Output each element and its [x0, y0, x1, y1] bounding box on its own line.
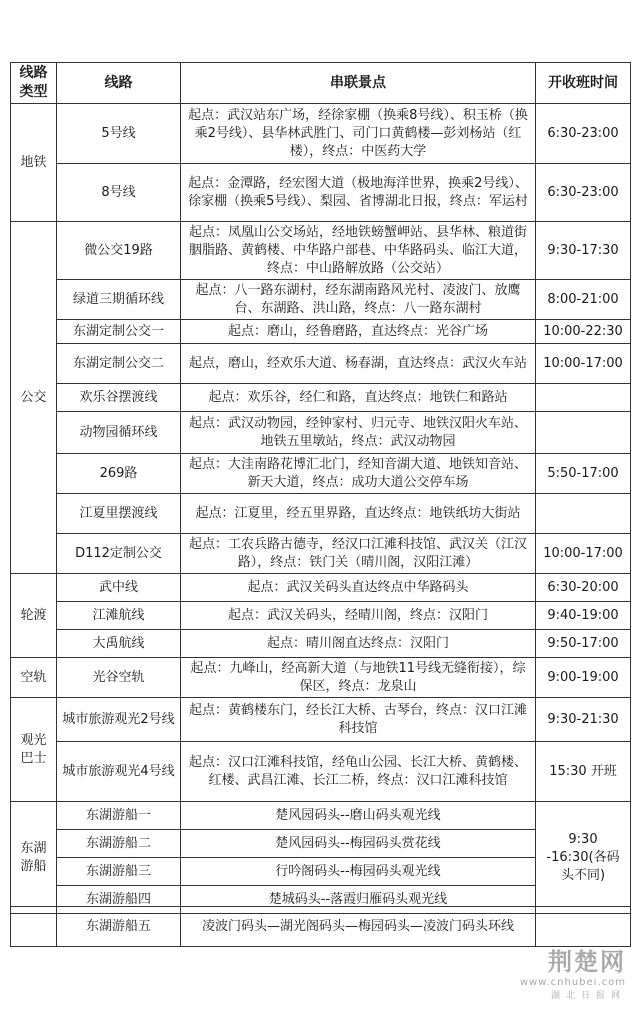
- empty-cell: [11, 907, 57, 947]
- cruise5-table: [10, 906, 631, 947]
- route-attractions: 起点：大洼南路花博汇北门，经知音湖大道、地铁知音站、新天大道，终点：成功大道公交停车场: [181, 454, 536, 494]
- header-route: 线路: [57, 63, 181, 104]
- route-hours: [536, 384, 631, 412]
- route-name: 武中线: [57, 574, 181, 602]
- route-hours: 6:30-23:00: [536, 104, 631, 164]
- route-attractions: 楚城码头--落霞归雁码头观光线: [181, 886, 536, 914]
- route-hours: 10:00-17:00: [536, 534, 631, 574]
- route-name: 城市旅游观光4号线: [57, 742, 181, 802]
- cruise-hours: 9:30 -16:30(各码头不同): [536, 802, 631, 914]
- route-name: 江夏里摆渡线: [57, 494, 181, 534]
- route-name: D112定制公交: [57, 534, 181, 574]
- header-type: 线路类型: [11, 63, 57, 104]
- watermark-logo: 荆楚网: [548, 947, 626, 976]
- route-attractions: 起点：磨山，经鲁磨路，直达终点：光谷广场: [181, 320, 536, 344]
- route-name: 微公交19路: [57, 222, 181, 280]
- route-hours: 8:00-21:00: [536, 280, 631, 320]
- route-hours: [536, 412, 631, 454]
- route-attractions: 起点：汉口江滩科技馆，经龟山公园、长江大桥、黄鹤楼、红楼、武昌江滩、长江二桥，终点：汉口江滩科技馆: [181, 742, 536, 802]
- route-name: 光谷空轨: [57, 658, 181, 698]
- type-bus: 公交: [11, 222, 57, 574]
- table-row: [11, 742, 631, 802]
- route-attractions: 起点，磨山，经欢乐大道、杨春湖，直达终点：武汉火车站: [181, 344, 536, 384]
- route-attractions: 行吟阁码头--梅园码头观光线: [181, 858, 536, 886]
- route-attractions: 起点：工农兵路古德寺，经汉口江滩科技馆、武汉关（江汉路），终点：铁门关（晴川阁，汉阳江滩）: [181, 534, 536, 574]
- routes-table: [10, 62, 631, 914]
- table-row: [11, 698, 631, 742]
- route-attractions: 起点：黄鹤楼东门，经长江大桥、古琴台，终点：汉口江滩科技馆: [181, 698, 536, 742]
- route-attractions: 起点：武汉关码头，经晴川阁，终点：汉阳门: [181, 602, 536, 630]
- table-row: [11, 454, 631, 494]
- route-name: 大禹航线: [57, 630, 181, 658]
- table-row: [11, 534, 631, 574]
- route-name: 欢乐谷摆渡线: [57, 384, 181, 412]
- table-row: [11, 222, 631, 280]
- route-name: 东湖游船三: [57, 858, 181, 886]
- route-name: 江滩航线: [57, 602, 181, 630]
- route-attractions: 起点：金潭路，经宏图大道（极地海洋世界，换乘2号线）、徐家棚（换乘5号线）、梨园、省博湖北日报，终点：军运村: [181, 164, 536, 222]
- table-row: [11, 907, 631, 947]
- table-row: [11, 320, 631, 344]
- route-attractions: 楚风园码头--梅园码头赏花线: [181, 830, 536, 858]
- route-hours: 6:30-23:00: [536, 164, 631, 222]
- type-ferry: 轮渡: [11, 574, 57, 658]
- route-name: 绿道三期循环线: [57, 280, 181, 320]
- table-row: [11, 164, 631, 222]
- route-attractions: 起点：欢乐谷，经仁和路，直达终点：地铁仁和路站: [181, 384, 536, 412]
- header-hours: 开收班时间: [536, 63, 631, 104]
- table-row: [11, 802, 631, 830]
- route-attractions: 楚风园码头--磨山码头观光线: [181, 802, 536, 830]
- route-hours: 9:00-19:00: [536, 658, 631, 698]
- route-name: 东湖游船四: [57, 886, 181, 914]
- route-hours: 9:50-17:00: [536, 630, 631, 658]
- route-name: 东湖定制公交二: [57, 344, 181, 384]
- route-name: 269路: [57, 454, 181, 494]
- route-attractions: 凌波门码头—湖光阁码头—梅园码头—凌波门码头环线: [181, 907, 536, 947]
- table-row: [11, 630, 631, 658]
- route-name: 动物园循环线: [57, 412, 181, 454]
- watermark: [520, 942, 626, 1001]
- table-row: [11, 104, 631, 164]
- route-hours: 6:30-20:00: [536, 574, 631, 602]
- empty-cell: [536, 907, 631, 947]
- route-attractions: 起点：武汉关码头直达终点中华路码头: [181, 574, 536, 602]
- type-rail: 空轨: [11, 658, 57, 698]
- route-attractions: 起点：晴川阁直达终点：汉阳门: [181, 630, 536, 658]
- route-hours: 15:30 开班: [536, 742, 631, 802]
- route-name: 东湖游船二: [57, 830, 181, 858]
- route-hours: 10:00-22:30: [536, 320, 631, 344]
- route-attractions: 起点：江夏里，经五里界路，直达终点：地铁纸坊大街站: [181, 494, 536, 534]
- table-row: [11, 384, 631, 412]
- route-hours: 9:30-17:30: [536, 222, 631, 280]
- table-row: [11, 574, 631, 602]
- table-row: [11, 658, 631, 698]
- route-name: 城市旅游观光2号线: [57, 698, 181, 742]
- route-attractions: 起点：武汉站东广场，经徐家棚（换乘8号线）、积玉桥（换乘2号线）、县华林武胜门、司门口黄鹤楼—彭刘杨站（红楼），终点：中医药大学: [181, 104, 536, 164]
- route-hours: 9:30-21:30: [536, 698, 631, 742]
- type-metro: 地铁: [11, 104, 57, 222]
- route-attractions: 起点：武汉动物园，经钟家村、归元寺、地铁汉阳火车站、地铁五里墩站，终点：武汉动物园: [181, 412, 536, 454]
- route-attractions: 起点：九峰山，经高新大道（与地铁11号线无缝衔接），综保区，终点：龙泉山: [181, 658, 536, 698]
- table-row: [11, 280, 631, 320]
- table-row: [11, 412, 631, 454]
- route-name: 东湖定制公交一: [57, 320, 181, 344]
- type-tour-bus: 观光巴士: [11, 698, 57, 802]
- table-row: [11, 344, 631, 384]
- route-name: 8号线: [57, 164, 181, 222]
- route-hours: 5:50-17:00: [536, 454, 631, 494]
- route-name: 东湖游船一: [57, 802, 181, 830]
- header-row: [11, 63, 631, 104]
- watermark-url: www.cnhubei.com: [519, 977, 626, 988]
- table-row: [11, 494, 631, 534]
- route-hours: [536, 494, 631, 534]
- route-hours: 10:00-17:00: [536, 344, 631, 384]
- table-row: [11, 602, 631, 630]
- header-attractions: 串联景点: [181, 63, 536, 104]
- route-name: 5号线: [57, 104, 181, 164]
- type-cruise: 东湖游船: [11, 802, 57, 914]
- route-name: 东湖游船五: [57, 907, 181, 947]
- route-attractions: 起点：凤凰山公交场站，经地铁螃蟹岬站、县华林、粮道街胭脂路、黄鹤楼、中华路户部巷、中华路码头、临江大道，终点：中山路解放路（公交站）: [181, 222, 536, 280]
- route-hours: 9:40-19:00: [536, 602, 631, 630]
- watermark-subtitle: 湖北日报网: [550, 991, 626, 1001]
- route-attractions: 起点：八一路东湖村，经东湖南路风光村、凌波门、放鹰台、东湖路、洪山路，终点：八一路东湖村: [181, 280, 536, 320]
